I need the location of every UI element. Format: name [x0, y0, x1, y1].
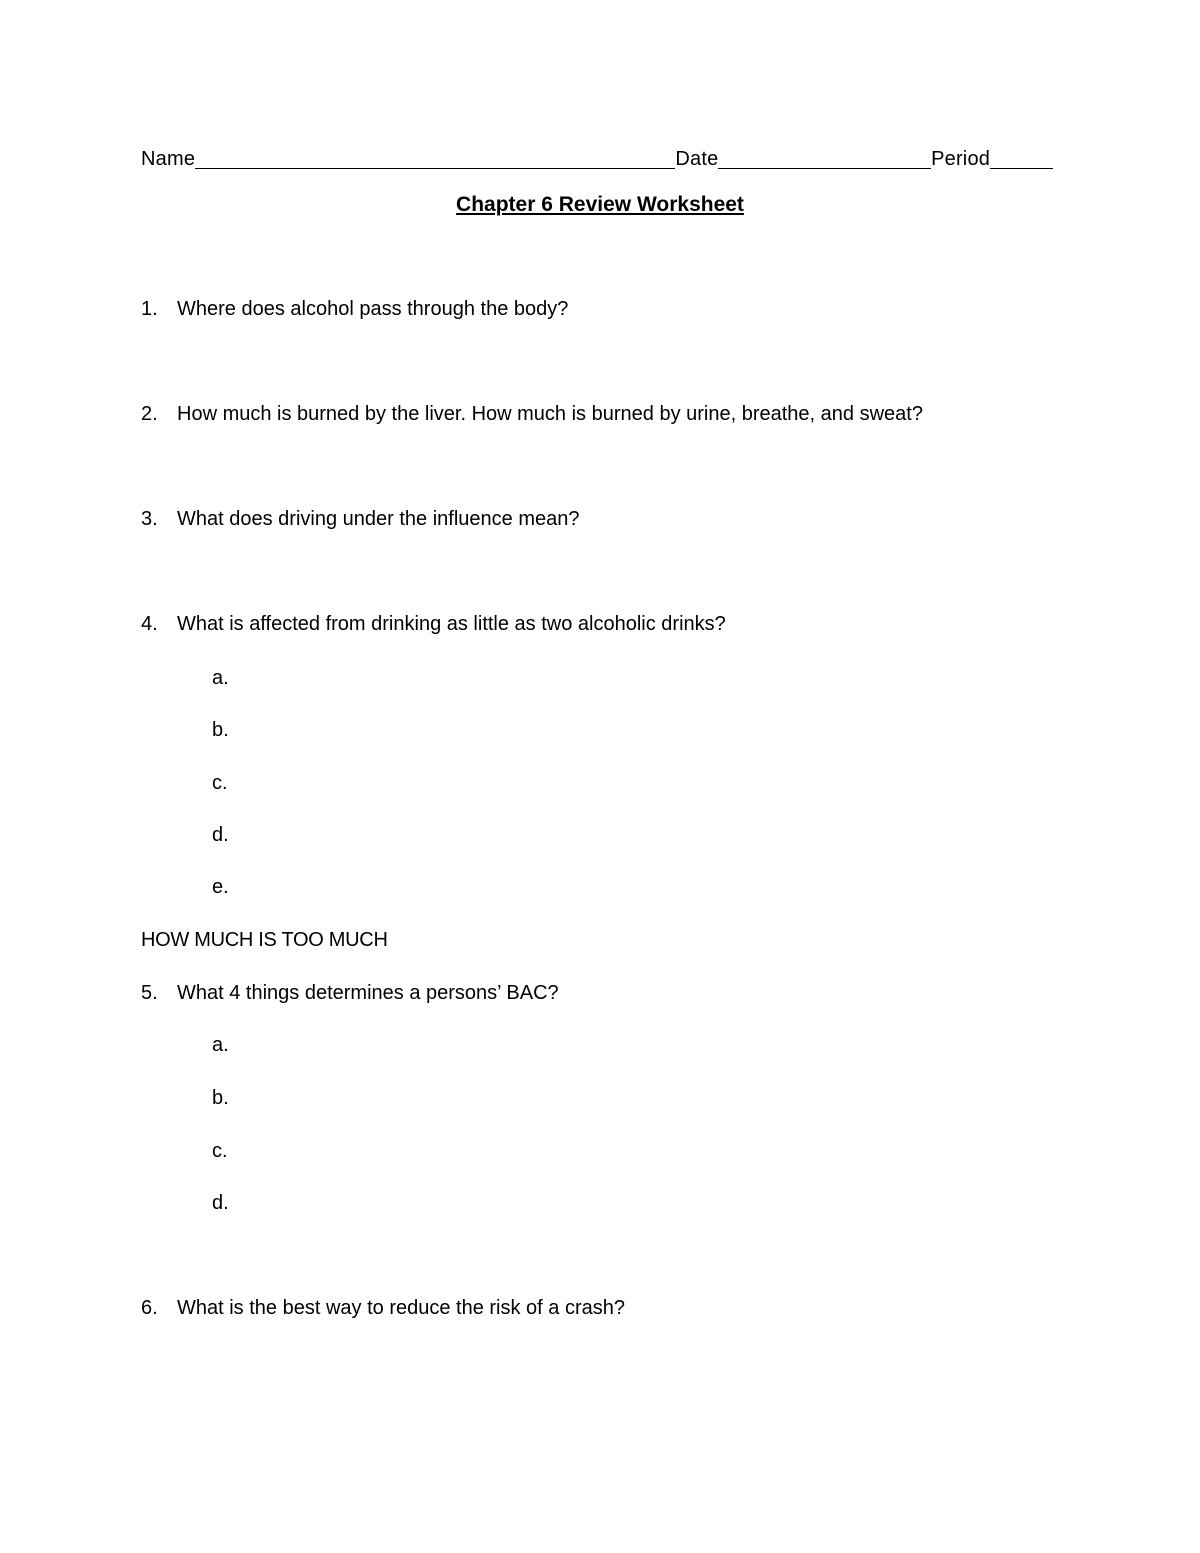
question-number: 4. [141, 613, 158, 635]
name-blank[interactable] [195, 146, 675, 169]
q4-item-d: d. [212, 824, 229, 846]
q5-item-c: c. [212, 1140, 228, 1162]
question-text: What does driving under the influence mean? [177, 508, 580, 530]
question-3 [141, 508, 579, 531]
question-2 [141, 403, 923, 426]
question-text: What 4 things determines a persons’ BAC? [177, 982, 559, 1004]
question-number: 6. [141, 1297, 158, 1319]
question-6 [141, 1297, 625, 1320]
q5-item-b: b. [212, 1087, 229, 1109]
period-blank[interactable] [990, 146, 1053, 169]
worksheet-title: Chapter 6 Review Worksheet [456, 193, 744, 216]
q4-item-e: e. [212, 876, 229, 898]
name-label: Name [141, 148, 196, 170]
question-5 [141, 982, 559, 1005]
period-label: Period [931, 148, 991, 170]
question-text: How much is burned by the liver. How much is burned by urine, breathe, and sweat? [177, 403, 923, 425]
question-number: 1. [141, 298, 158, 320]
q4-item-c: c. [212, 772, 228, 794]
section-heading: HOW MUCH IS TOO MUCH [141, 929, 388, 951]
question-text: What is affected from drinking as little as two alcoholic drinks? [177, 613, 726, 635]
date-blank[interactable] [718, 146, 931, 169]
q5-item-d: d. [212, 1192, 229, 1214]
question-4 [141, 613, 726, 636]
question-text: What is the best way to reduce the risk of a crash? [177, 1297, 625, 1319]
question-1 [141, 298, 568, 321]
question-number: 2. [141, 403, 158, 425]
q4-item-b: b. [212, 719, 229, 741]
date-label: Date [675, 148, 719, 170]
q5-item-a: a. [212, 1034, 229, 1056]
q4-item-a: a. [212, 667, 229, 689]
student-info-line [141, 143, 1053, 171]
question-text: Where does alcohol pass through the body? [177, 298, 569, 320]
question-number: 3. [141, 508, 158, 530]
question-number: 5. [141, 982, 158, 1004]
